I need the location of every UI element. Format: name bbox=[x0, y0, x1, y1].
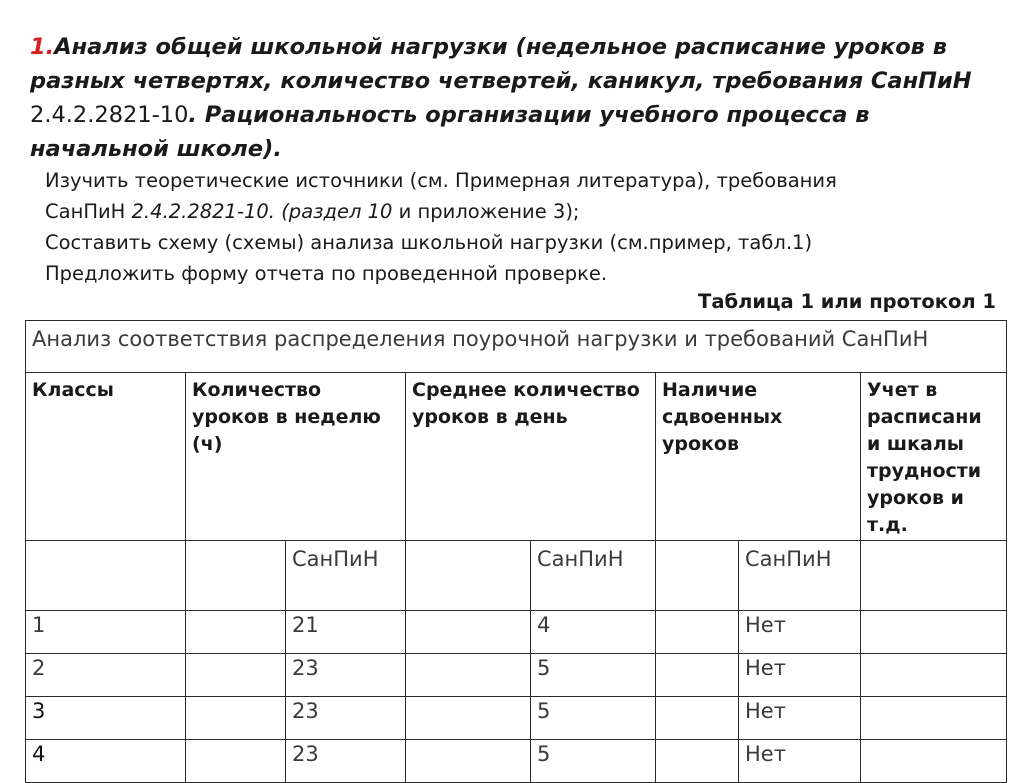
cell-empty bbox=[656, 611, 739, 654]
header-difficulty: Учет в расписани и шкалы трудности уроков и т.д. bbox=[861, 373, 1007, 541]
cell-double: Нет bbox=[739, 740, 861, 783]
sub-label-day: СанПиН bbox=[531, 541, 656, 611]
header-lessons-day: Среднее количество уроков в день bbox=[406, 373, 656, 541]
cell-week: 21 bbox=[286, 611, 406, 654]
cell-empty bbox=[861, 740, 1007, 783]
cell-day: 5 bbox=[531, 740, 656, 783]
analysis-table bbox=[25, 320, 1007, 783]
table-row bbox=[26, 740, 1007, 783]
cell-empty bbox=[656, 740, 739, 783]
cell-empty bbox=[406, 740, 531, 783]
cell-class: 2 bbox=[26, 654, 186, 697]
cell-week: 23 bbox=[286, 654, 406, 697]
task-line-4: Предложить форму отчета по проведенной проверке. bbox=[45, 262, 608, 285]
table-title: Анализ соответствия распределения поурочной нагрузки и требований СанПиН bbox=[26, 321, 1007, 373]
cell-class: 3 bbox=[26, 697, 186, 740]
sub-cell-empty bbox=[186, 541, 286, 611]
task-line-2-code: 2.4.2.2821-10. (раздел 10 bbox=[131, 200, 393, 223]
table-caption: Таблица 1 или протокол 1 bbox=[698, 290, 996, 313]
cell-day: 4 bbox=[531, 611, 656, 654]
cell-empty bbox=[656, 697, 739, 740]
header-double-lessons: Наличие сдвоенных уроков bbox=[656, 373, 861, 541]
task-line-1: Изучить теоретические источники (см. Примерная литература), требования bbox=[45, 169, 837, 192]
cell-class: 4 bbox=[26, 740, 186, 783]
cell-week: 23 bbox=[286, 697, 406, 740]
sub-cell-empty bbox=[656, 541, 739, 611]
cell-empty bbox=[186, 697, 286, 740]
sub-cell-empty bbox=[26, 541, 186, 611]
cell-week: 23 bbox=[286, 740, 406, 783]
task-line-3: Составить схему (схемы) анализа школьной нагрузки (см.пример, табл.1) bbox=[45, 231, 813, 254]
cell-empty bbox=[406, 654, 531, 697]
task-line-2 bbox=[45, 196, 1005, 227]
header-lessons-week: Количество уроков в неделю (ч) bbox=[186, 373, 406, 541]
table-row bbox=[26, 654, 1007, 697]
table-row bbox=[26, 697, 1007, 740]
task-line-2-suffix: и приложение 3); bbox=[392, 200, 580, 223]
heading-text-1: Анализ общей школьной нагрузки (недельное расписание уроков в разных четвертях, количество четвертей, каникул, требования СанПиН bbox=[30, 34, 972, 94]
heading-text-2: . Рациональность организации учебного процесса в начальной школе). bbox=[30, 102, 870, 162]
sub-label-week: СанПиН bbox=[286, 541, 406, 611]
cell-double: Нет bbox=[739, 611, 861, 654]
cell-empty bbox=[861, 697, 1007, 740]
cell-empty bbox=[406, 611, 531, 654]
heading-number: 1. bbox=[30, 34, 55, 60]
cell-empty bbox=[861, 611, 1007, 654]
cell-empty bbox=[186, 654, 286, 697]
cell-empty bbox=[656, 654, 739, 697]
sub-label-double: СанПиН bbox=[739, 541, 861, 611]
table-row bbox=[26, 611, 1007, 654]
header-classes: Классы bbox=[26, 373, 186, 541]
task-list bbox=[45, 165, 1005, 289]
cell-empty bbox=[186, 611, 286, 654]
cell-empty bbox=[861, 654, 1007, 697]
sub-cell-empty bbox=[406, 541, 531, 611]
cell-double: Нет bbox=[739, 697, 861, 740]
cell-empty bbox=[186, 740, 286, 783]
slide-heading bbox=[30, 30, 1005, 166]
cell-class: 1 bbox=[26, 611, 186, 654]
cell-double: Нет bbox=[739, 654, 861, 697]
task-line-2-prefix: СанПиН bbox=[45, 200, 132, 223]
cell-day: 5 bbox=[531, 654, 656, 697]
sub-cell-empty bbox=[861, 541, 1007, 611]
heading-code: 2.4.2.2821-10 bbox=[30, 102, 189, 128]
cell-empty bbox=[406, 697, 531, 740]
cell-day: 5 bbox=[531, 697, 656, 740]
